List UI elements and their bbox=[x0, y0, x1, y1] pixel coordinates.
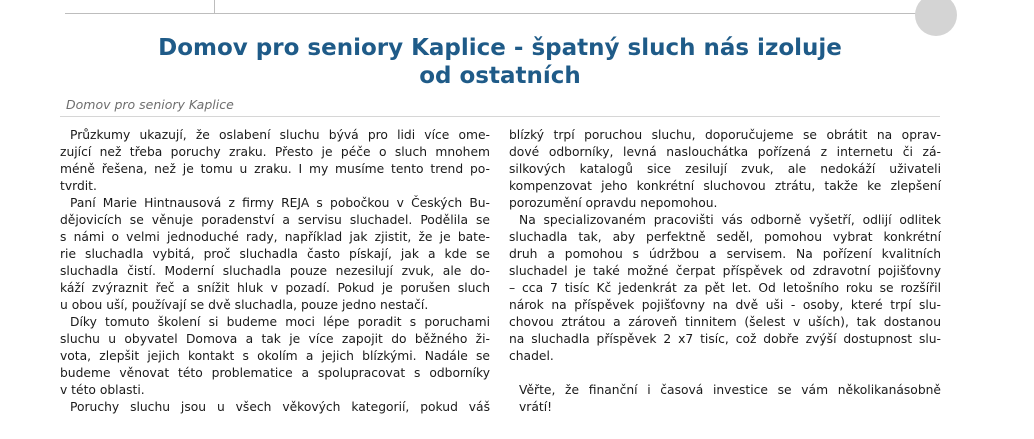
text-line: – cca 7 tisíc Kč jedenkrát za pět let. Od letošního roku se rozšířil bbox=[509, 281, 941, 295]
text-line: druh a pomohou s údržbou a servisem. Na pořízení kvalitních bbox=[509, 247, 941, 261]
text-line: rie sluchadla vybitá, proč sluchadla často pískají, jak a kde se bbox=[60, 247, 490, 261]
text-line: chovou ztrátou a zároveň tinnitem (šelest v uších), tak dostanou bbox=[509, 315, 941, 329]
text-line: Na specializovaném pracovišti vás odborně vyšetří, odlijí odlitek bbox=[519, 213, 941, 227]
text-line: dové odborníky, levná naslouchátka pořízená z internetu či zá- bbox=[509, 145, 941, 159]
text-line: v této oblasti. bbox=[60, 383, 145, 397]
right-column bbox=[509, 127, 941, 416]
text-line: káží zvýraznit řeč a snížit hluk v pozadí. Pokud je porušen sluch bbox=[60, 281, 490, 295]
byline-rule bbox=[60, 116, 940, 117]
text-line: Díky tomuto školení si budeme moci lépe poradit s poruchami bbox=[70, 315, 490, 329]
text-line: vrátí! bbox=[519, 400, 553, 414]
text-line: sluchadla čistí. Moderní sluchadla pouze nezesilují zvuk, ale do- bbox=[60, 264, 490, 278]
text-line: dějovicích se věnuje poradenství a servisu sluchadel. Podělila se bbox=[60, 213, 490, 227]
page-badge bbox=[915, 0, 957, 36]
text-line: porozumění opravdu nepomohou. bbox=[509, 196, 718, 210]
text-line: silkových katalogů sice zesilují zvuk, ale nedokáží uživateli bbox=[509, 162, 941, 176]
text-line: sluchadel je také možné čerpat příspěvek od zdravotní pojišťovny bbox=[509, 264, 941, 278]
text-line: Paní Marie Hintnausová z firmy REJA s pobočkou v Českých Bu- bbox=[70, 196, 490, 210]
top-rule bbox=[65, 13, 930, 14]
text-line: u obou uší, používají se dvě sluchadla, pouze jedno nestačí. bbox=[60, 298, 429, 312]
text-line: blízký trpí poruchou sluchu, doporučujeme se obrátit na oprav- bbox=[509, 128, 941, 142]
text-line: tvrdit. bbox=[60, 179, 97, 193]
text-line: Věřte, že finanční i časová investice se vám několikanásobně bbox=[519, 383, 941, 397]
article-title-line: Domov pro seniory Kaplice - špatný sluch nás izoluje bbox=[158, 35, 842, 61]
text-line: Poruchy sluchu jsou u všech věkových kategorií, pokud váš bbox=[70, 400, 490, 414]
text-line: sluchadla tak, aby perfektně seděl, pomohou vybrat konkrétní bbox=[509, 230, 941, 244]
top-rule-tick bbox=[214, 0, 215, 13]
text-line: budeme věnovat této problematice a spolupracovat s odborníky bbox=[60, 366, 490, 380]
article-title-line: od ostatních bbox=[419, 63, 581, 89]
article-title bbox=[80, 34, 920, 90]
text-line: na sluchadla příspěvek 2 x7 tisíc, což dobře zvýší dostupnost slu- bbox=[509, 332, 941, 346]
text-line: vota, zlepšit jejich kontakt s okolím a jejich blízkými. Nadále se bbox=[60, 349, 490, 363]
text-line: kompenzovat jeho konkrétní sluchovou ztrátu, takže ke zlepšení bbox=[509, 179, 941, 193]
text-line: nárok na příspěvek pojišťovny na dvě uši - osoby, které trpí slu- bbox=[509, 298, 941, 312]
text-line: Průzkumy ukazují, že oslabení sluchu bývá pro lidi více ome- bbox=[70, 128, 490, 142]
text-line: chadel. bbox=[509, 349, 554, 363]
paragraph-gap bbox=[509, 365, 941, 382]
left-column bbox=[60, 127, 490, 416]
text-line: sluchu u obyvatel Domova a tak je více zapojit do běžného ži- bbox=[60, 332, 490, 346]
text-line: s námi o velmi jednoduché rady, například jak zjistit, že je bate- bbox=[60, 230, 490, 244]
text-line: méně řešena, než je tomu u zraku. I my musíme tento trend po- bbox=[60, 162, 490, 176]
article-byline: Domov pro seniory Kaplice bbox=[66, 97, 234, 112]
text-line: zující než třeba poruchy zraku. Přesto je péče o sluch mnohem bbox=[60, 145, 490, 159]
